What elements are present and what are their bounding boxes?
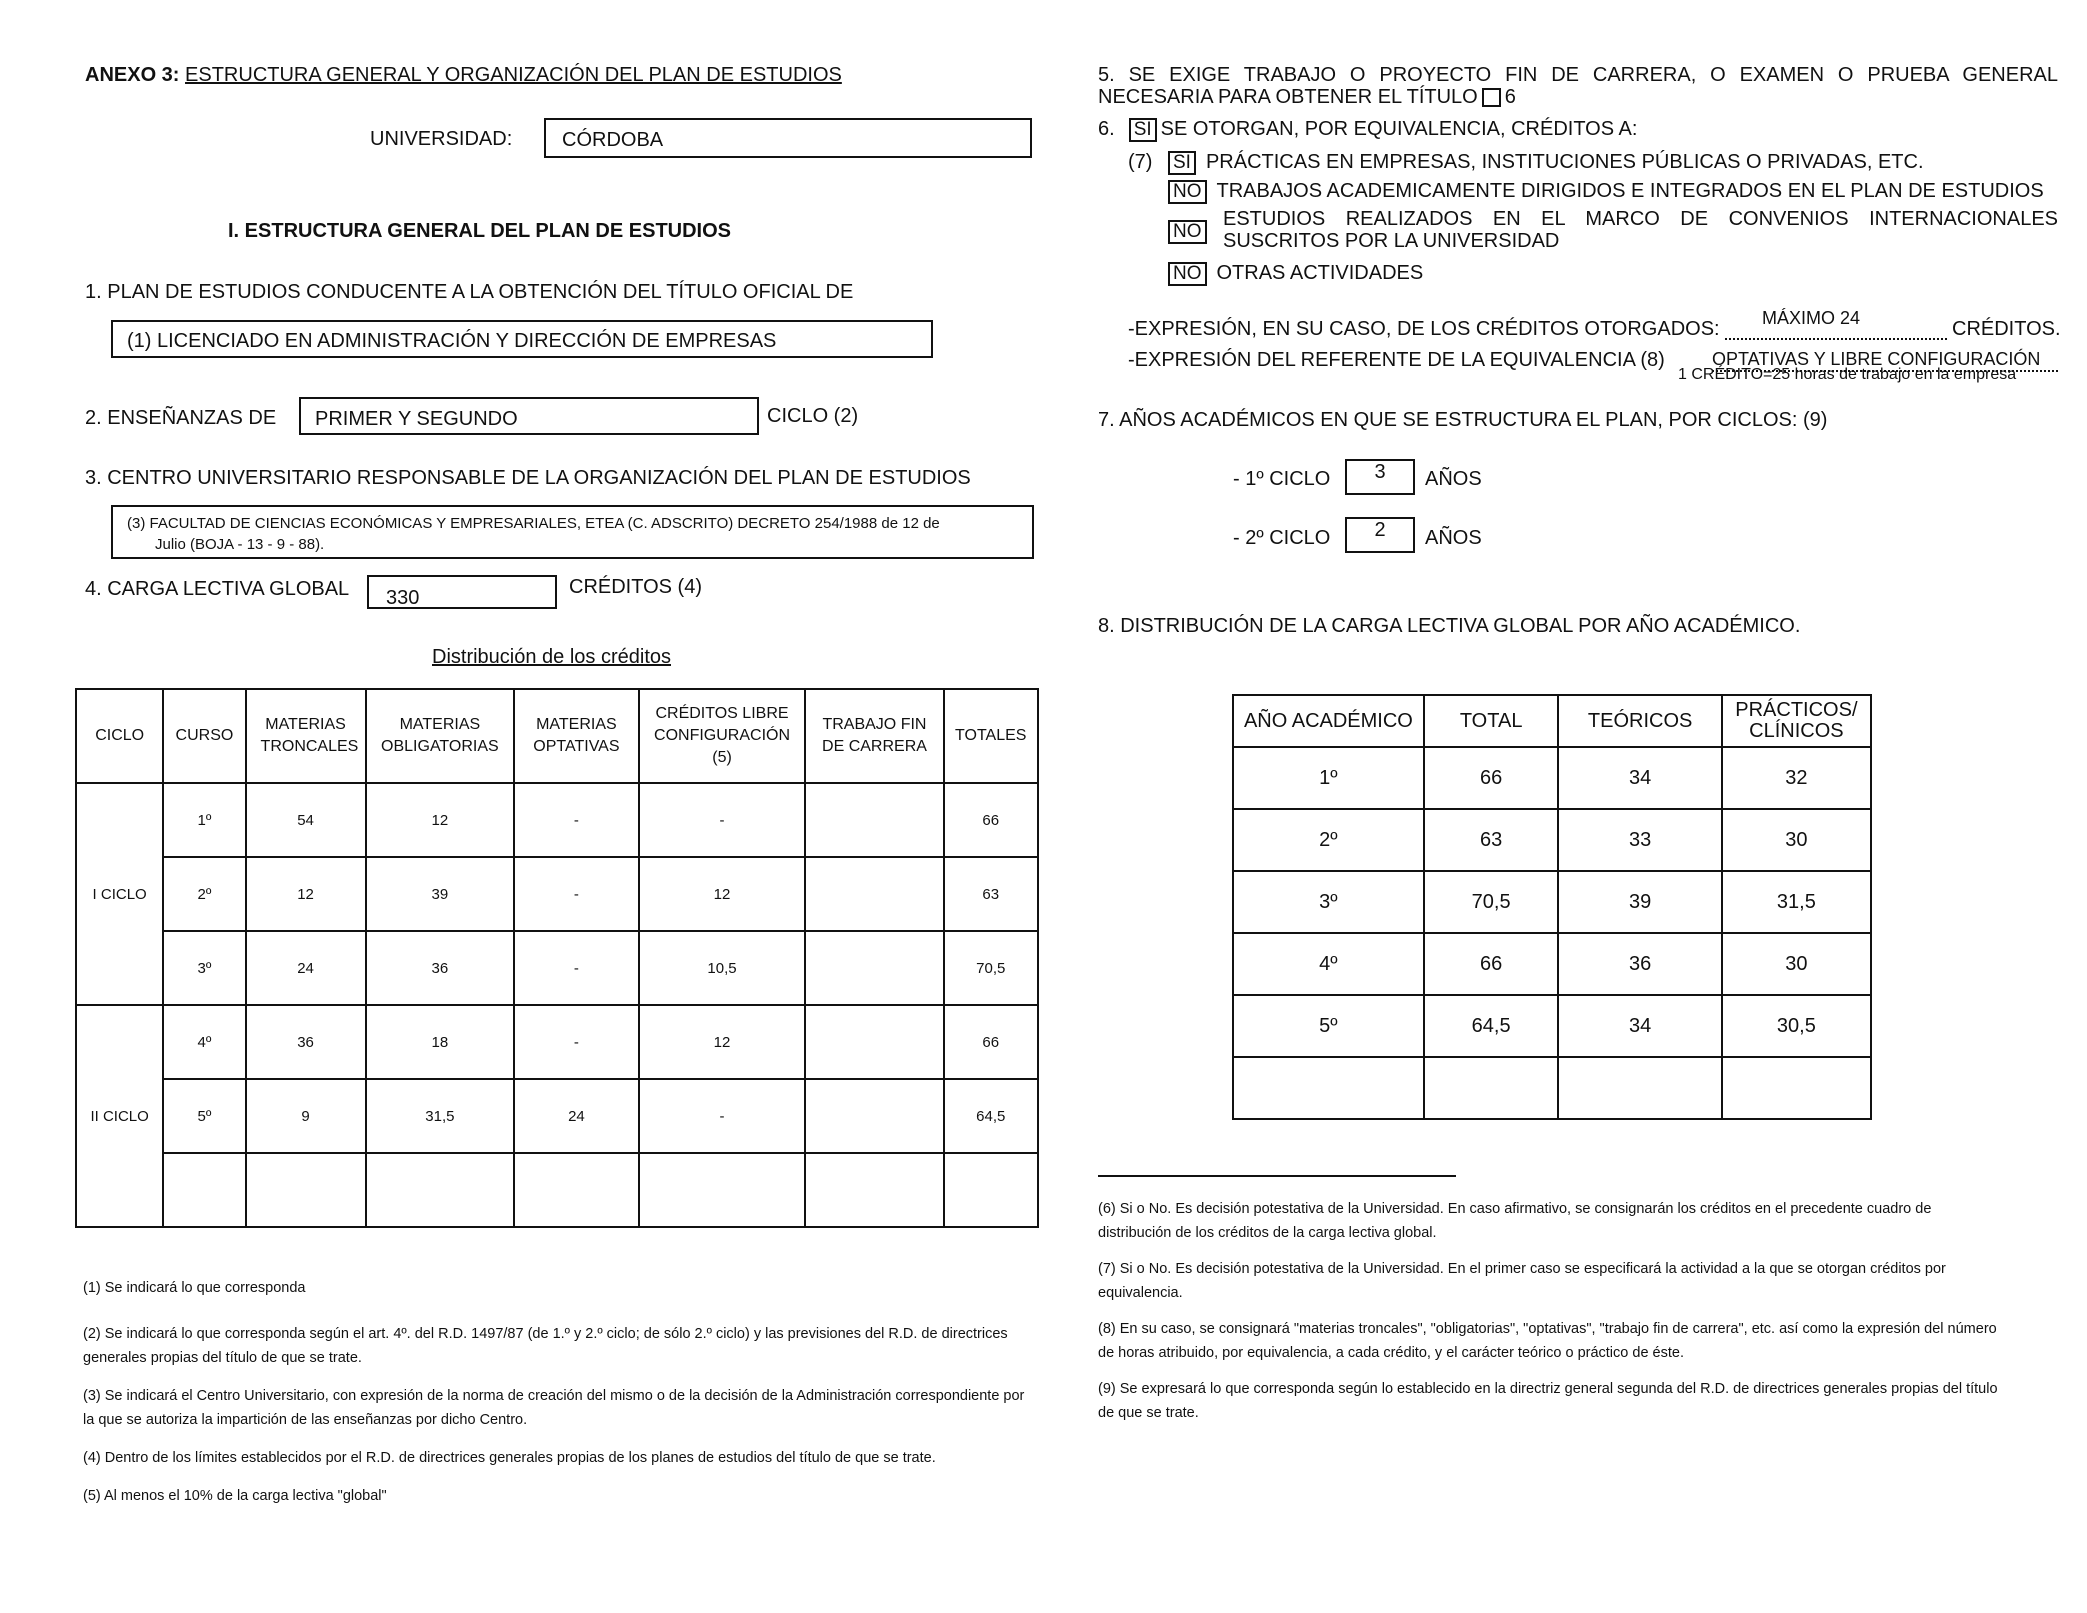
year-cell: 3º (1233, 871, 1424, 933)
table-cell: 18 (366, 1005, 515, 1079)
item4-suffix: CRÉDITOS (4) (569, 576, 702, 598)
option-3-answer: NO (1168, 220, 1207, 244)
empty-cell (514, 1153, 638, 1227)
option-3-text: ESTUDIOS REALIZADOS EN EL MARCO DE CONVENIOS INTERNACIONALES (1223, 208, 2058, 230)
option-4 (1168, 262, 1423, 286)
year-cell: 30,5 (1722, 995, 1871, 1057)
table-cell: 12 (639, 1005, 806, 1079)
empty-cell (1424, 1057, 1559, 1119)
header-ciclo: CICLO (76, 689, 163, 783)
item6-num: 6. (1098, 118, 1115, 140)
item6-answer: SI (1129, 118, 1157, 142)
table-cell: 63 (944, 857, 1039, 931)
table-cell: 9 (246, 1079, 366, 1153)
expr1-label: -EXPRESIÓN, EN SU CASO, DE LOS CRÉDITOS OTORGADOS: (1128, 318, 1720, 340)
table-cell: 66 (944, 783, 1039, 857)
cycle2-years: 2 (1345, 517, 1415, 553)
item5-checkbox (1482, 88, 1501, 107)
option-3-text2: SUSCRITOS POR LA UNIVERSIDAD (1223, 230, 1560, 252)
cycle1-years: 3 (1345, 459, 1415, 495)
year-table (1232, 694, 1872, 1120)
university-value: CÓRDOBA (562, 129, 664, 151)
university-field (544, 118, 1032, 158)
empty-cell (1722, 1057, 1871, 1119)
table-cell: 12 (246, 857, 366, 931)
expr2-note: 1 CRÉDITO=25 horas de trabajo en la empresa (1678, 366, 2017, 383)
center-value-line1: (3) FACULTAD DE CIENCIAS ECONÓMICAS Y EMPRESARIALES, ETEA (C. ADSCRITO) DECRETO 254/1988 de 12 de (127, 515, 940, 532)
degree-value: (1) LICENCIADO EN ADMINISTRACIÓN Y DIRECCIÓN DE EMPRESAS (127, 330, 777, 352)
option-4-text: OTRAS ACTIVIDADES (1216, 262, 1424, 284)
expr1-dots (1725, 338, 1947, 340)
option-1 (1168, 151, 1924, 175)
empty-cell (366, 1153, 515, 1227)
annex-title: ESTRUCTURA GENERAL Y ORGANIZACIÓN DEL PLAN DE ESTUDIOS (185, 64, 842, 86)
year-cell: 70,5 (1424, 871, 1559, 933)
table-cell: 3º (163, 931, 245, 1005)
year-header-total: TOTAL (1424, 695, 1559, 747)
empty-cell (163, 1153, 245, 1227)
year-cell: 5º (1233, 995, 1424, 1057)
item4-label: 4. CARGA LECTIVA GLOBAL (85, 578, 350, 600)
year-cell: 66 (1424, 933, 1559, 995)
cycle2-label: - 2º CICLO (1233, 527, 1331, 549)
center-field (111, 505, 1034, 559)
year-cell: 1º (1233, 747, 1424, 809)
empty-cell (246, 1153, 366, 1227)
table-cell: - (514, 931, 638, 1005)
year-cell: 66 (1424, 747, 1559, 809)
section-title: I. ESTRUCTURA GENERAL DEL PLAN DE ESTUDIOS (228, 220, 732, 242)
year-cell: 4º (1233, 933, 1424, 995)
table-cell: 36 (246, 1005, 366, 1079)
credits-table (75, 688, 1039, 1228)
item2-suffix: CICLO (2) (767, 405, 859, 427)
cycle-1-label: I CICLO (76, 783, 163, 1005)
table-cell: - (514, 783, 638, 857)
item7-label: 7. AÑOS ACADÉMICOS EN QUE SE ESTRUCTURA EL PLAN, POR CICLOS: (9) (1098, 409, 1828, 431)
table-cell (805, 931, 943, 1005)
footnote-7: (7) Si o No. Es decisión potestativa de la Universidad. En el primer caso se especificará la actividad a la que se otorgan créditos por equivalencia. (1098, 1261, 1946, 1301)
header-trabajo: TRABAJO FIN DE CARRERA (805, 689, 943, 783)
option-1-answer: SI (1168, 151, 1196, 175)
header-obligatorias: MATERIAS OBLIGATORIAS (366, 689, 515, 783)
year-header-year: AÑO ACADÉMICO (1233, 695, 1424, 747)
year-cell: 63 (1424, 809, 1559, 871)
footnote-1: (1) Se indicará lo que corresponda (83, 1280, 306, 1296)
footnote-6: (6) Si o No. Es decisión potestativa de la Universidad. En caso afirmativo, se consignarán los créditos en el precedente cuadro de distribución de los créditos de la carga lectiva global. (1098, 1201, 1932, 1241)
table-cell: - (514, 1005, 638, 1079)
footnote-4: (4) Dentro de los límites establecidos por el R.D. de directrices generales propias de los planes de estudios del título de que se trate. (83, 1450, 936, 1466)
load-value: 330 (386, 587, 420, 609)
header-optativas: MATERIAS OPTATIVAS (514, 689, 638, 783)
expr1-value: MÁXIMO 24 (1762, 308, 1861, 328)
table-cell: 66 (944, 1005, 1039, 1079)
year-cell: 39 (1558, 871, 1721, 933)
empty-cell (1233, 1057, 1424, 1119)
university-label: UNIVERSIDAD: (370, 128, 513, 150)
item1-label: 1. PLAN DE ESTUDIOS CONDUCENTE A LA OBTENCIÓN DEL TÍTULO OFICIAL DE (85, 281, 854, 303)
item6-label: SE OTORGAN, POR EQUIVALENCIA, CRÉDITOS A: (1160, 118, 1638, 140)
table-cell: 5º (163, 1079, 245, 1153)
year-cell: 34 (1558, 995, 1721, 1057)
item3-label: 3. CENTRO UNIVERSITARIO RESPONSABLE DE LA ORGANIZACIÓN DEL PLAN DE ESTUDIOS (85, 467, 971, 489)
cycle2-years-label: AÑOS (1425, 527, 1482, 549)
year-cell: 33 (1558, 809, 1721, 871)
option-3 (1168, 208, 2058, 252)
year-header-practicos: PRÁCTICOS/ CLÍNICOS (1722, 695, 1871, 747)
table-cell: - (639, 1079, 806, 1153)
table-cell: 10,5 (639, 931, 806, 1005)
empty-cell (639, 1153, 806, 1227)
header-troncales: MATERIAS TRONCALES (246, 689, 366, 783)
table-cell: 39 (366, 857, 515, 931)
year-cell: 30 (1722, 809, 1871, 871)
footnote-2: (2) Se indicará lo que corresponda según el art. 4º. del R.D. 1497/87 (de 1.º y 2.º ciclo; de sólo 2.º ciclo) y las previsiones del R.D. de directrices generales propias del título de que se trate. (83, 1326, 1008, 1366)
expr2-value: OPTATIVAS Y LIBRE CONFIGURACIÓN (1712, 349, 2058, 372)
year-cell: 30 (1722, 933, 1871, 995)
table-cell: 70,5 (944, 931, 1039, 1005)
empty-cell (1558, 1057, 1721, 1119)
item5-line2-row (1098, 86, 2058, 108)
footnote-8: (8) En su caso, se consignará "materias troncales", "obligatorias", "optativas", "trabajo fin de carrera", etc. así como la expresión del número de horas atribuido, por equivalencia, a cada crédito, y el carácter teórico o práctico de éste. (1098, 1321, 1997, 1361)
table-cell: 24 (246, 931, 366, 1005)
header-totales: TOTALES (944, 689, 1039, 783)
cycle-2-label: II CICLO (76, 1005, 163, 1227)
item8-label: 8. DISTRIBUCIÓN DE LA CARGA LECTIVA GLOBAL POR AÑO ACADÉMICO. (1098, 615, 1801, 637)
cycle-value: PRIMER Y SEGUNDO (315, 408, 518, 430)
left-footnotes (83, 1276, 1033, 1508)
year-cell: 36 (1558, 933, 1721, 995)
table-cell: 64,5 (944, 1079, 1039, 1153)
option-2-answer: NO (1168, 180, 1207, 204)
annex-heading (85, 64, 842, 87)
expr2-label: -EXPRESIÓN DEL REFERENTE DE LA EQUIVALENCIA (8) (1128, 349, 1665, 371)
empty-cell (805, 1153, 943, 1227)
table-cell: 31,5 (366, 1079, 515, 1153)
footnote-9: (9) Se expresará lo que corresponda según lo establecido en la directriz general segunda del R.D. de directrices generales propias del título de que se trate. (1098, 1381, 1998, 1421)
year-header-teoricos: TEÓRICOS (1558, 695, 1721, 747)
option-1-text: PRÁCTICAS EN EMPRESAS, INSTITUCIONES PÚBLICAS O PRIVADAS, ETC. (1205, 151, 1924, 173)
year-cell: 34 (1558, 747, 1721, 809)
load-field (367, 575, 557, 609)
item7-num: (7) (1128, 151, 1153, 173)
table-cell: 4º (163, 1005, 245, 1079)
table-cell (805, 1005, 943, 1079)
annex-label: ANEXO 3: (85, 64, 180, 86)
footnote-3: (3) Se indicará el Centro Universitario, con expresión de la norma de creación del mismo o de la decisión de la Administración correspondiente por la que se autoriza la impartición de las enseñanzas por dicho Centro. (83, 1388, 1025, 1428)
table-cell: 12 (366, 783, 515, 857)
item6-row (1098, 118, 1637, 142)
right-footnotes (1098, 1197, 2003, 1425)
option-4-answer: NO (1168, 262, 1207, 286)
footnote-5: (5) Al menos el 10% de la carga lectiva "global" (83, 1488, 387, 1504)
table-cell: 24 (514, 1079, 638, 1153)
cycle1-label: - 1º CICLO (1233, 468, 1331, 490)
year-cell: 32 (1722, 747, 1871, 809)
empty-cell (944, 1153, 1039, 1227)
table-cell: - (514, 857, 638, 931)
header-libre: CRÉDITOS LIBRE CONFIGURACIÓN (5) (639, 689, 806, 783)
table-cell: 1º (163, 783, 245, 857)
item5 (1098, 64, 2058, 108)
item5-line2: NECESARIA PARA OBTENER EL TÍTULO (1098, 86, 1478, 108)
item5-suffix: 6 (1504, 86, 1516, 108)
item2-label: 2. ENSEÑANZAS DE (85, 407, 277, 429)
option-2-text: TRABAJOS ACADEMICAMENTE DIRIGIDOS E INTEGRADOS EN EL PLAN DE ESTUDIOS (1216, 180, 2044, 202)
cycle-field (299, 397, 759, 435)
degree-field (111, 320, 933, 358)
table-cell: 54 (246, 783, 366, 857)
year-cell: 2º (1233, 809, 1424, 871)
table-cell: 12 (639, 857, 806, 931)
center-value-line2: Julio (BOJA - 13 - 9 - 88). (155, 536, 325, 553)
table-cell (805, 857, 943, 931)
expr1-suffix: CRÉDITOS. (1952, 318, 2061, 340)
table-cell (805, 783, 943, 857)
cycle1-years-label: AÑOS (1425, 468, 1482, 490)
option-2 (1168, 180, 2044, 204)
header-curso: CURSO (163, 689, 245, 783)
item5-line1: 5. SE EXIGE TRABAJO O PROYECTO FIN DE CARRERA, O EXAMEN O PRUEBA GENERAL (1098, 64, 2058, 86)
year-cell: 31,5 (1722, 871, 1871, 933)
table-caption: Distribución de los créditos (432, 646, 671, 668)
year-cell: 64,5 (1424, 995, 1559, 1057)
table-cell: - (639, 783, 806, 857)
table-cell: 2º (163, 857, 245, 931)
table-cell: 36 (366, 931, 515, 1005)
table-cell (805, 1079, 943, 1153)
footnote-separator (1098, 1175, 1456, 1177)
